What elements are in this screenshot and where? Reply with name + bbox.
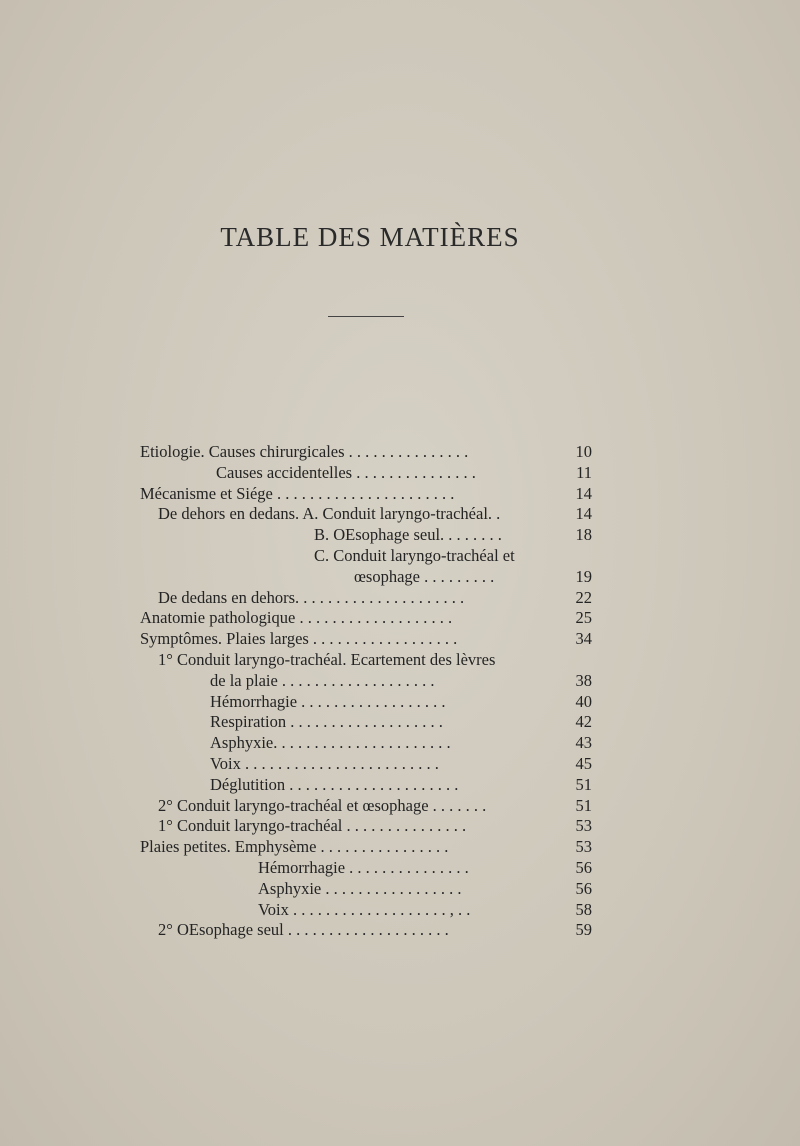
toc-entry-page: 22 [575, 587, 592, 607]
toc-entry-page: 38 [575, 670, 592, 690]
toc-entry [140, 900, 592, 921]
toc-entry-page: 10 [575, 442, 592, 461]
toc-entry [140, 837, 592, 858]
toc-entry-page: 18 [575, 525, 592, 545]
toc-entry-text: Causes accidentelles . . . . . . . . . . . . . . . [216, 462, 476, 482]
toc-entry-text: 1° Conduit laryngo-trachéal. Ecartement des lèvres [158, 649, 496, 669]
toc-entry [140, 920, 592, 941]
page-title: TABLE DES MATIÈRES [220, 222, 520, 252]
toc-entry-page: 11 [576, 462, 592, 482]
title-divider [328, 316, 404, 317]
table-of-contents [140, 442, 592, 941]
toc-entry [140, 525, 592, 546]
toc-entry-page: 14 [575, 504, 592, 524]
toc-entry-page: 40 [575, 691, 592, 711]
toc-entry-text: Asphyxie. . . . . . . . . . . . . . . . . . . . . . [210, 733, 451, 753]
toc-entry-text: de la plaie . . . . . . . . . . . . . . . . . . . [210, 670, 435, 690]
toc-entry-text: 2° Conduit laryngo-trachéal et œsophage . . . . . . . [158, 795, 487, 815]
toc-entry-text: Hémorrhagie . . . . . . . . . . . . . . . . . . [210, 691, 446, 711]
toc-entry-page: 43 [575, 733, 592, 753]
toc-entry-text: Voix . . . . . . . . . . . . . . . . . . . . . . . . [210, 753, 439, 773]
toc-entry-page: 59 [575, 920, 592, 940]
toc-entry-page: 56 [575, 857, 592, 877]
toc-entry-text: Respiration . . . . . . . . . . . . . . . . . . . [210, 712, 443, 732]
toc-entry [140, 650, 592, 671]
toc-entry [140, 858, 592, 879]
toc-entry-text: Voix . . . . . . . . . . . . . . . . . . . , . . [258, 899, 471, 919]
toc-entry [140, 712, 592, 733]
toc-entry-page: 42 [575, 712, 592, 732]
toc-entry-text: De dehors en dedans. A. Conduit laryngo-trachéal. . [158, 504, 501, 524]
toc-entry-page: 25 [575, 608, 592, 628]
toc-entry-page: 19 [575, 566, 592, 586]
toc-entry-text: Plaies petites. Emphysème . . . . . . . . . . . . . . . . [140, 837, 449, 857]
toc-entry-text: Asphyxie . . . . . . . . . . . . . . . . . [258, 878, 462, 898]
toc-entry-text: Hémorrhagie . . . . . . . . . . . . . . . [258, 857, 469, 877]
toc-entry [140, 733, 592, 754]
toc-entry [140, 567, 592, 588]
toc-entry-text: 2° OEsophage seul . . . . . . . . . . . . . . . . . . . . [158, 920, 449, 940]
toc-entry [140, 879, 592, 900]
toc-entry-page: 53 [575, 816, 592, 836]
toc-entry-page: 56 [575, 878, 592, 898]
toc-entry [140, 546, 592, 567]
toc-entry-text: 1° Conduit laryngo-trachéal . . . . . . . . . . . . . . . [158, 816, 467, 836]
toc-entry-page: 51 [575, 795, 592, 815]
toc-entry [140, 671, 592, 692]
toc-entry [140, 442, 592, 463]
toc-entry-text: Anatomie pathologique . . . . . . . . . . . . . . . . . . . [140, 608, 453, 628]
toc-entry [140, 816, 592, 837]
toc-entry [140, 463, 592, 484]
toc-entry [140, 588, 592, 609]
toc-entry-page: 14 [575, 483, 592, 503]
toc-entry-text: Symptômes. Plaies larges . . . . . . . . . . . . . . . . . . [140, 629, 458, 649]
toc-entry-page: 53 [575, 837, 592, 857]
toc-entry-text: Etiologie. Causes chirurgicales . . . . . . . . . . . . . . . [140, 442, 469, 461]
toc-entry-text: œsophage . . . . . . . . . [354, 566, 495, 586]
toc-entry-page: 34 [575, 629, 592, 649]
toc-entry [140, 629, 592, 650]
toc-entry [140, 504, 592, 525]
toc-entry-text: Mécanisme et Siége . . . . . . . . . . . . . . . . . . . . . . [140, 483, 455, 503]
toc-entry-page: 51 [575, 774, 592, 794]
toc-entry-text: B. OEsophage seul. . . . . . . . [314, 525, 502, 545]
toc-entry [140, 754, 592, 775]
toc-entry [140, 484, 592, 505]
toc-entry-text: De dedans en dehors. . . . . . . . . . . . . . . . . . . . . [158, 587, 465, 607]
toc-entry [140, 796, 592, 817]
toc-entry-page: 45 [575, 753, 592, 773]
toc-entry-page: 58 [575, 899, 592, 919]
toc-entry-text: Déglutition . . . . . . . . . . . . . . . . . . . . . [210, 774, 459, 794]
toc-entry [140, 608, 592, 629]
toc-entry-text: C. Conduit laryngo-trachéal et [314, 545, 515, 565]
toc-entry [140, 775, 592, 796]
toc-entry [140, 692, 592, 713]
